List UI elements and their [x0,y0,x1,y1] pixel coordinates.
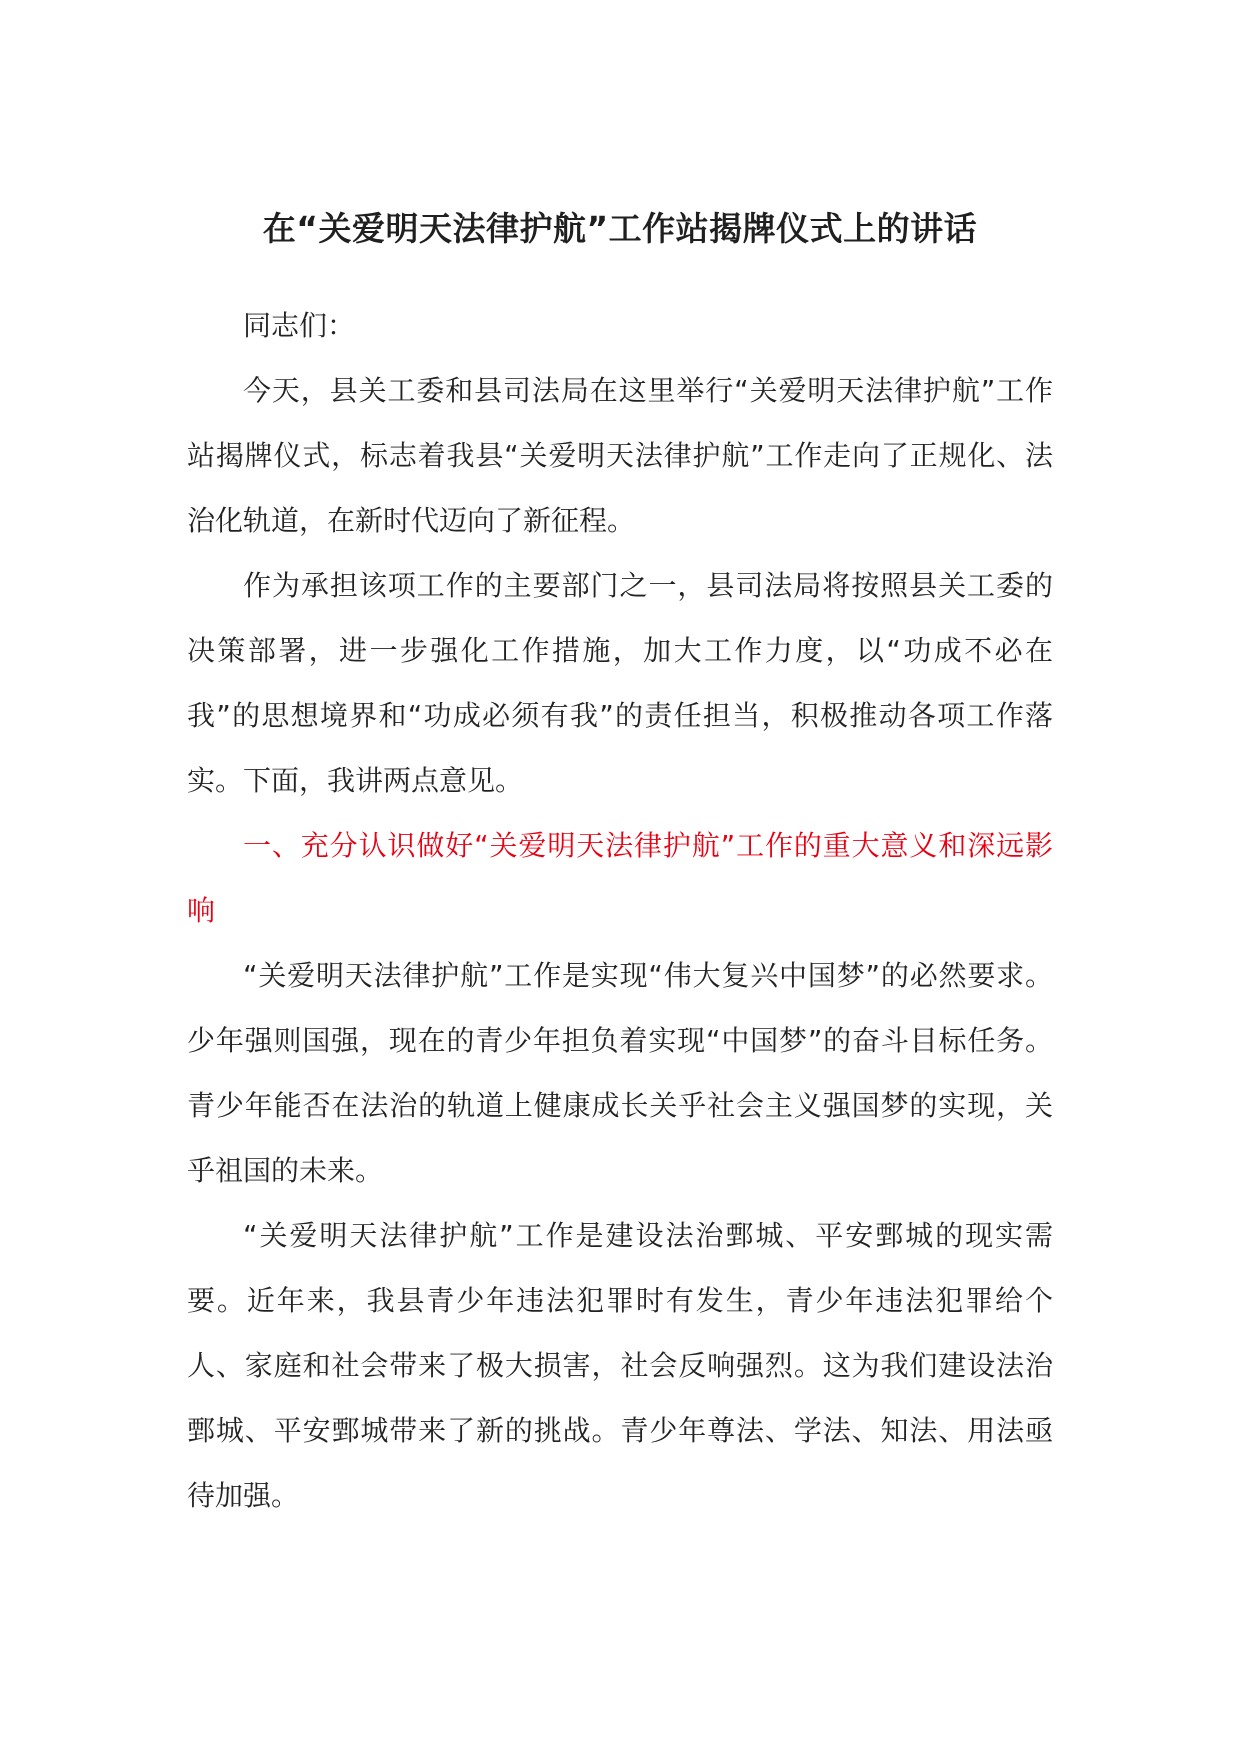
section-heading: 一、充分认识做好“关爱明天法律护航”工作的重大意义和深远影响 [187,829,1053,927]
paragraph-opening: 今天，县关工委和县司法局在这里举行“关爱明天法律护航”工作站揭牌仪式，标志着我县“关爱明天法律护航”工作走向了正规化、法治化轨道，在新时代迈向了新征程。 [187,374,1053,537]
paragraph-section-2: “关爱明天法律护航”工作是建设法治鄄城、平安鄄城的现实需要。近年来，我县青少年违法犯罪时有发生，青少年违法犯罪给个人、家庭和社会带来了极大损害，社会反响强烈。这为我们建设法治鄄城、平安鄄城带来了新的挑战。青少年尊法、学法、知法、用法亟待加强。 [187,1219,1053,1512]
salutation: 同志们： [243,309,356,342]
document-body [187,293,1053,1528]
paragraph-section-1: “关爱明天法律护航”工作是实现“伟大复兴中国梦”的必然要求。少年强则国强，现在的青少年担负着实现“中国梦”的奋斗目标任务。青少年能否在法治的轨道上健康成长关乎社会主义强国梦的实现，关乎祖国的未来。 [187,959,1053,1187]
paragraph-commitment: 作为承担该项工作的主要部门之一，县司法局将按照县关工委的决策部署，进一步强化工作措施，加大工作力度，以“功成不必在我”的思想境界和“功成必须有我”的责任担当，积极推动各项工作落实。下面，我讲两点意见。 [187,569,1053,797]
document-title: 在“关爱明天法律护航”工作站揭牌仪式上的讲话 [262,209,978,248]
